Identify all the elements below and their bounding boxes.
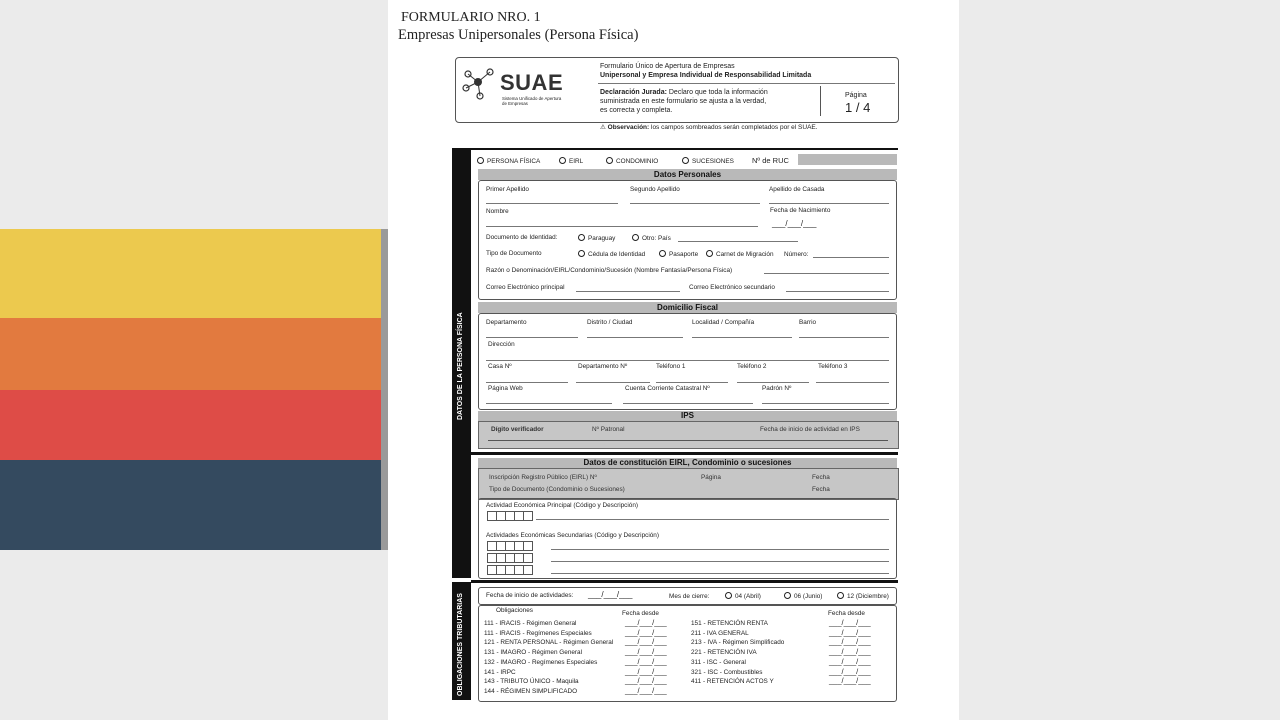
localidad-label: Localidad / Compañía: [692, 319, 755, 326]
stripe-shadow: [381, 229, 388, 550]
page-number-label: Página: [845, 92, 867, 99]
cuenta-catastral-label: Cuenta Corriente Catastral Nº: [625, 385, 710, 392]
barrio-field[interactable]: [799, 337, 889, 338]
direccion-field[interactable]: [486, 360, 889, 361]
header-divider: [598, 83, 895, 84]
actividad-secundaria-code-1[interactable]: [487, 541, 532, 551]
obligacion-left-item[interactable]: 131 - IMAGRO - Régimen General: [484, 649, 583, 657]
doc-otro-pais[interactable]: Otro: País: [632, 234, 671, 242]
obligacion-left-date[interactable]: ___/___/___: [625, 627, 667, 637]
constitucion-shaded-area: [478, 468, 899, 500]
suae-form: [388, 0, 959, 720]
ips-fecha-label: Fecha de inicio de actividad en IPS: [760, 426, 860, 433]
suae-logo-text: SUAE: [500, 70, 564, 95]
obligacion-right-date[interactable]: ___/___/___: [829, 656, 871, 666]
obligacion-right-item[interactable]: 221 - RETENCIÓN IVA: [691, 649, 757, 657]
suae-logo-subtitle: Sistema Unificado de Apertura de Empresas: [502, 96, 562, 106]
ruc-field[interactable]: [798, 154, 897, 165]
tipo-pasaporte[interactable]: Pasaporte: [659, 250, 698, 258]
casa-field[interactable]: [486, 382, 568, 383]
domicilio-title: Domicilio Fiscal: [657, 303, 718, 312]
otro-pais-field[interactable]: [678, 241, 798, 242]
tipo-documento-label: Tipo de Documento: [486, 250, 542, 257]
form-title: Formulario Único de Apertura de Empresas: [600, 63, 735, 70]
cuenta-catastral-field[interactable]: [623, 403, 753, 404]
obligacion-right-date[interactable]: ___/___/___: [829, 637, 871, 647]
actividad-secundaria-field-1[interactable]: [551, 549, 889, 550]
apellido-casada-label: Apellido de Casada: [769, 186, 825, 193]
casa-label: Casa Nº: [488, 363, 512, 370]
departamento-label: Departamento: [486, 319, 527, 326]
tipo-carnet[interactable]: Carnet de Migración: [706, 250, 774, 258]
fecha-inicio-actividades-field[interactable]: ___/___/___: [588, 590, 633, 599]
obligacion-left-date[interactable]: ___/___/___: [625, 618, 667, 627]
actividad-secundaria-code-3[interactable]: [487, 565, 532, 575]
obligacion-right-date[interactable]: ___/___/___: [829, 627, 871, 637]
obligacion-right-date[interactable]: ___/___/___: [829, 618, 871, 627]
correo-secundario-label: Correo Electrónico secundario: [689, 284, 775, 291]
actividades-secundarias-label: Actividades Económicas Secundarias (Código y Descripción): [486, 532, 659, 539]
doc-paraguay[interactable]: Paraguay: [578, 234, 615, 242]
obligacion-right-date[interactable]: ___/___/___: [829, 647, 871, 657]
distrito-field[interactable]: [587, 337, 683, 338]
obligacion-right-date[interactable]: ___/___/___: [829, 676, 871, 686]
obligacion-right-item[interactable]: 321 - ISC - Combustibles: [691, 668, 763, 676]
obligacion-left-item[interactable]: 121 - RENTA PERSONAL - Régimen General: [484, 639, 614, 647]
obligacion-right-item[interactable]: 211 - IVA GENERAL: [691, 629, 749, 637]
type-sucesiones[interactable]: SUCESIONES: [682, 157, 734, 165]
tipo-cedula[interactable]: Cédula de Identidad: [578, 250, 645, 258]
razon-field[interactable]: [764, 273, 889, 274]
ruc-label: Nº de RUC: [752, 156, 789, 165]
cierre-abril[interactable]: 04 (Abril): [725, 592, 761, 600]
constitucion-title: Datos de constitución EIRL, Condominio o sucesiones: [583, 458, 792, 467]
fecha-col-header-left: Fecha desde: [622, 610, 659, 617]
stripe-orange: [0, 318, 381, 390]
telefono3-label: Teléfono 3: [818, 363, 848, 370]
inscripcion-label: Inscripción Registro Público (EIRL) Nº: [489, 474, 597, 481]
actividad-principal-code[interactable]: [487, 511, 532, 521]
fecha-nacimiento-label: Fecha de Nacimiento: [770, 207, 831, 214]
direccion-label: Dirección: [488, 341, 515, 348]
page-number-value: 1 / 4: [845, 100, 871, 115]
distrito-label: Distrito / Ciudad: [587, 319, 633, 326]
form-mid-rule: [471, 452, 898, 455]
side-label-obligaciones: OBLIGACIONES TRIBUTARIAS: [457, 593, 464, 696]
primer-apellido-field[interactable]: [486, 203, 618, 204]
pagina-web-field[interactable]: [486, 403, 612, 404]
actividad-secundaria-code-2[interactable]: [487, 553, 532, 563]
segundo-apellido-field[interactable]: [630, 203, 760, 204]
stripe-yellow: [0, 229, 381, 318]
departamento-no-label: Departamento Nº: [578, 363, 628, 370]
padron-label: Padrón Nº: [762, 385, 792, 392]
correo-principal-label: Correo Electrónico principal: [486, 284, 565, 291]
ips-line: [488, 440, 888, 441]
obligacion-right-item[interactable]: 311 - ISC - General: [691, 658, 746, 666]
padron-field[interactable]: [762, 403, 889, 404]
type-persona-fisica[interactable]: PERSONA FÍSICA: [477, 157, 540, 165]
observation-note: ⚠ Observación: los campos sombreados serán completados por el SUAE.: [600, 124, 818, 131]
stripe-navy: [0, 460, 381, 550]
actividad-principal-field[interactable]: [536, 519, 889, 520]
ips-patronal-label: Nº Patronal: [592, 426, 625, 433]
actividad-principal-label: Actividad Económica Principal (Código y Descripción): [486, 502, 639, 509]
obligacion-right-item[interactable]: 411 - RETENCIÓN ACTOS Y: [691, 678, 774, 686]
page-heading: FORMULARIO NRO. 1: [401, 10, 541, 25]
page-box-divider: [820, 86, 821, 116]
pagina-web-label: Página Web: [488, 385, 523, 392]
fecha-nacimiento-field[interactable]: ___/___/___: [772, 219, 817, 228]
segundo-apellido-label: Segundo Apellido: [630, 186, 680, 193]
barrio-label: Barrio: [799, 319, 817, 326]
type-eirl[interactable]: EIRL: [559, 157, 583, 165]
form-top-rule: [471, 148, 898, 150]
fecha-label-2: Fecha: [812, 486, 830, 493]
apellido-casada-field[interactable]: [769, 203, 889, 204]
obligacion-left-date[interactable]: ___/___/___: [625, 666, 667, 676]
departamento-field[interactable]: [486, 337, 578, 338]
telefono2-field[interactable]: [737, 382, 809, 383]
cierre-junio[interactable]: 06 (Junio): [784, 592, 822, 600]
telefono2-label: Teléfono 2: [737, 363, 767, 370]
obligacion-left-date[interactable]: ___/___/___: [625, 656, 667, 666]
nombre-label: Nombre: [486, 208, 509, 215]
pagina-label: Página: [701, 474, 721, 481]
stripe-red: [0, 390, 381, 460]
telefono1-label: Teléfono 1: [656, 363, 686, 370]
obligacion-left-item[interactable]: 144 - RÉGIMEN SIMPLIFICADO: [484, 687, 578, 695]
obligacion-left-item[interactable]: 143 - TRIBUTO ÚNICO - Maquila: [484, 678, 579, 686]
tipo-doc-constitucion-label: Tipo de Documento (Condominio o Sucesiones): [489, 486, 625, 493]
cierre-diciembre[interactable]: 12 (Diciembre): [837, 592, 889, 600]
obligacion-left-item[interactable]: 132 - IMAGRO - Regímenes Especiales: [484, 658, 598, 666]
mes-cierre-label: Mes de cierre:: [669, 593, 710, 600]
fecha-label-1: Fecha: [812, 474, 830, 481]
document-page: [388, 0, 959, 720]
primer-apellido-label: Primer Apellido: [486, 186, 529, 193]
departamento-no-field[interactable]: [576, 382, 650, 383]
obligacion-left-date[interactable]: ___/___/___: [625, 676, 667, 686]
domicilio-box: [478, 313, 897, 410]
declaration: Declaración Jurada: Declaro que toda la información suministrada en este formulario se ajusta a la verdad, es correcta y completa.: [600, 89, 768, 114]
form-bottom-rule: [471, 580, 898, 583]
nombre-field[interactable]: [486, 226, 758, 227]
warning-icon: ⚠: [600, 124, 606, 131]
type-condominio[interactable]: CONDOMINIO: [606, 157, 658, 165]
obligacion-left-item[interactable]: 111 - IRACIS - Régimen General: [484, 620, 577, 627]
obligacion-left-item[interactable]: 141 - IRPC: [484, 668, 516, 676]
actividad-secundaria-field-3[interactable]: [551, 573, 889, 574]
telefono1-field[interactable]: [656, 382, 728, 383]
localidad-field[interactable]: [692, 337, 792, 338]
fecha-col-header-right: Fecha desde: [828, 610, 865, 617]
actividad-secundaria-field-2[interactable]: [551, 561, 889, 562]
documento-identidad-label: Documento de Identidad:: [486, 234, 558, 241]
form-subtitle: Unipersonal y Empresa Individual de Responsabilidad Limitada: [600, 72, 812, 79]
suae-logo-icon: [460, 64, 500, 104]
correo-principal-field[interactable]: [576, 291, 680, 292]
obligacion-right-date[interactable]: ___/___/___: [829, 666, 871, 676]
numero-field[interactable]: [813, 257, 889, 258]
obligacion-left-item[interactable]: 111 - IRACIS - Regímenes Especiales: [484, 629, 592, 637]
obligacion-right-item[interactable]: 213 - IVA - Régimen Simplificado: [691, 639, 785, 647]
obligacion-right-item[interactable]: 151 - RETENCIÓN RENTA: [691, 620, 768, 627]
obligacion-left-date[interactable]: ___/___/___: [625, 647, 667, 657]
side-label-persona: DATOS DE LA PERSONA FÍSICA: [457, 312, 464, 420]
datos-personales-title: Datos Personales: [653, 170, 722, 179]
obligacion-left-date[interactable]: ___/___/___: [625, 685, 667, 695]
numero-label: Número:: [784, 251, 809, 258]
correo-secundario-field[interactable]: [786, 291, 889, 292]
telefono3-field[interactable]: [816, 382, 889, 383]
fecha-inicio-actividades-label: Fecha de inicio de actividades:: [486, 592, 574, 599]
ips-title: IPS: [681, 411, 694, 420]
razon-label: Razón o Denominación/EIRL/Condominio/Sucesión (Nombre Fantasía/Persona Física): [486, 267, 733, 274]
page-subheading: Empresas Unipersonales (Persona Física): [398, 27, 639, 43]
ips-digito-label: Dígito verificador: [491, 426, 544, 433]
obligacion-left-date[interactable]: ___/___/___: [625, 637, 667, 647]
obligaciones-col-header-left: Obligaciones: [496, 607, 533, 614]
